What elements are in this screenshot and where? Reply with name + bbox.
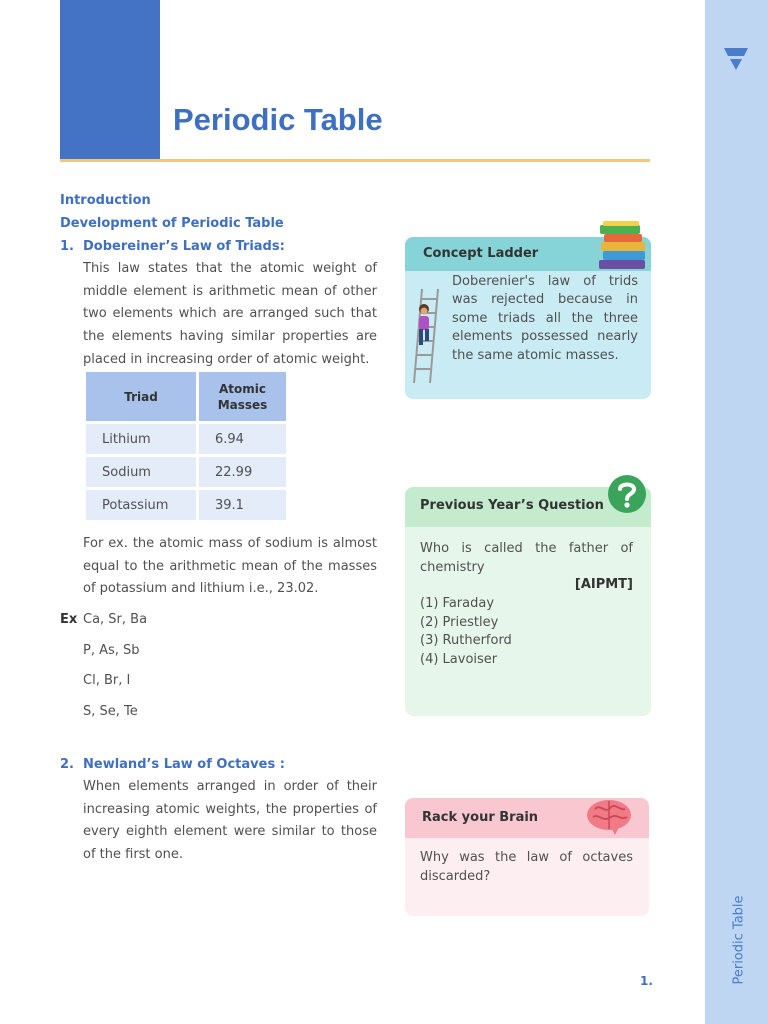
title-divider [60,159,650,162]
ex-item: Cl, Br, I [83,673,131,688]
pyq-exam-tag: [AIPMT] [574,577,633,592]
rack-brain-text: Why was the law of octaves discarded? [420,850,633,884]
table-header-row [86,372,286,421]
page-title: Periodic Table [173,102,383,137]
books-icon [595,220,651,272]
section2-heading [60,757,285,772]
table-header-masses [199,372,286,421]
concept-ladder-text: Doberenier's law of trids was rejected because in some triads all the three elements possessed nearly the same atomic masses. [452,274,638,363]
pyq-title: Previous Year’s Question [420,498,604,513]
example-paragraph: For ex. the atomic mass of sodium is almost equal to the arithmetic mean of the masses of potassium and lithium i.e., 23.02. [83,536,377,597]
ladder-girl-icon [410,287,442,385]
table-cell-triad: Sodium [86,457,196,487]
page-number: 1. [640,974,653,988]
pyq-option: (4) Lavoiser [420,652,498,667]
ex-item: Ca, Sr, Ba [83,612,148,627]
pyq-question: Who is called the father of chemistry [420,541,633,575]
table-row [86,424,286,454]
rack-brain-title: Rack your Brain [422,810,539,825]
ex-item: P, As, Sb [83,643,140,658]
pyq-box [405,487,651,716]
section1-heading [60,239,285,254]
brain-icon [585,797,633,837]
side-chapter-label: Periodic Table [731,895,747,985]
ex-label: Ex [60,612,78,627]
section2-title: Newland’s Law of Octaves : [83,757,285,772]
pyq-option: (1) Faraday [420,596,495,611]
table-cell-mass: 6.94 [199,424,286,454]
section1-title: Dobereiner’s Law of Triads: [83,239,285,254]
right-sidebar [705,0,768,1024]
table-cell-triad: Lithium [86,424,196,454]
intro-heading: Introduction [60,193,151,208]
header-color-block [60,0,160,160]
pyq-option: (2) Priestley [420,615,499,630]
table-cell-triad: Potassium [86,490,196,520]
section2-number: 2. [60,757,74,772]
table-cell-mass: 39.1 [199,490,286,520]
dev-heading: Development of Periodic Table [60,216,284,231]
triads-table [83,369,289,523]
table-row [86,490,286,520]
table-row [86,457,286,487]
concept-ladder-title: Concept Ladder [423,246,539,261]
table-header-triad: Triad [86,372,196,421]
section1-number: 1. [60,239,74,254]
logo-icon [722,44,750,72]
table-header-masses-text: Atomic Masses [217,381,268,412]
section2-body: When elements arranged in order of their increasing atomic weights, the properties of every eighth element were similar to those of the first one. [83,779,377,863]
question-icon [607,474,647,514]
table-cell-mass: 22.99 [199,457,286,487]
pyq-option: (3) Rutherford [420,633,512,648]
ex-item: S, Se, Te [83,704,138,719]
section1-body: This law states that the atomic weight of middle element is arithmetic mean of other two elements which are arranged such that the elements having similar properties are placed in increasing order of atomic weight. [83,261,377,367]
